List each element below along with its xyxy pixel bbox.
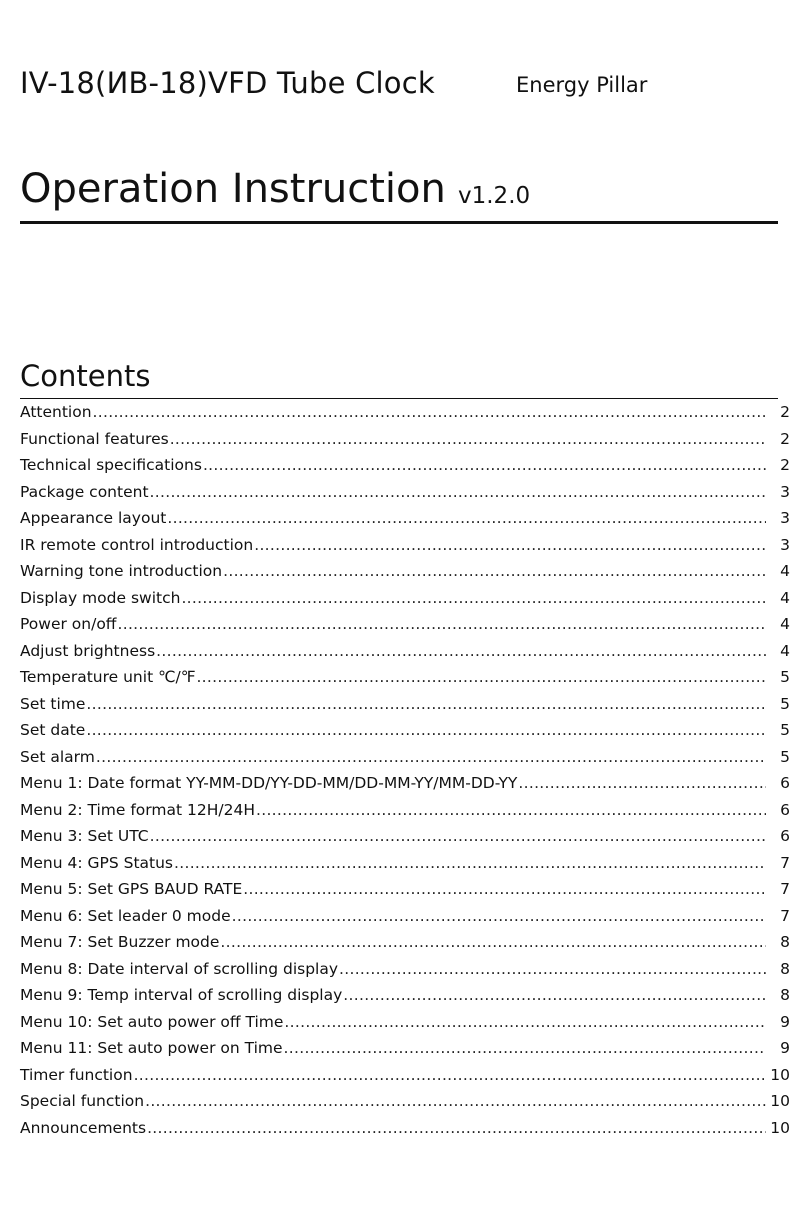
toc-dot-leader bbox=[86, 721, 766, 739]
toc-entry-page: 9 bbox=[780, 1039, 790, 1057]
toc-dot-leader bbox=[150, 827, 766, 845]
toc-entry-label: Menu 2: Time format 12H/24H bbox=[20, 800, 255, 819]
toc-entry-label: Menu 4: GPS Status bbox=[20, 853, 174, 872]
toc-entry-label: Menu 6: Set leader 0 mode bbox=[20, 906, 231, 925]
toc-entry-page: 6 bbox=[780, 827, 790, 845]
toc-entry-label: Adjust brightness bbox=[20, 641, 156, 660]
toc-entry-page: 4 bbox=[780, 588, 790, 607]
toc-entry-page: 8 bbox=[780, 933, 790, 951]
toc-entry-label: Menu 3: Set UTC bbox=[20, 827, 149, 845]
toc-entry-label: Package content bbox=[20, 482, 149, 501]
toc-dot-leader bbox=[147, 1119, 766, 1137]
toc-entry-page: 5 bbox=[780, 668, 790, 686]
toc-entry-label: Attention bbox=[20, 403, 92, 421]
toc-entry[interactable] bbox=[20, 933, 790, 960]
toc-entry-page: 3 bbox=[780, 535, 790, 554]
toc-entry-page: 4 bbox=[780, 562, 790, 580]
toc-dot-leader bbox=[167, 509, 766, 527]
toc-entry[interactable] bbox=[20, 430, 790, 457]
toc-entry[interactable] bbox=[20, 1039, 790, 1066]
toc-entry-label: Menu 7: Set Buzzer mode bbox=[20, 933, 220, 951]
toc-entry-label: Warning tone introduction bbox=[20, 562, 223, 580]
toc-dot-leader bbox=[220, 933, 766, 951]
document-heading bbox=[20, 166, 780, 228]
toc-dot-leader bbox=[284, 1013, 766, 1031]
toc-entry[interactable] bbox=[20, 801, 790, 828]
toc-dot-leader bbox=[156, 642, 766, 660]
toc-dot-leader bbox=[196, 668, 766, 686]
toc-entry-page: 4 bbox=[780, 641, 790, 660]
toc-entry-label: Menu 10: Set auto power off Time bbox=[20, 1012, 284, 1031]
toc-entry[interactable] bbox=[20, 1013, 790, 1040]
toc-entry-label: Appearance layout bbox=[20, 509, 167, 527]
toc-entry-label: Menu 1: Date format YY-MM-DD/YY-DD-MM/DD-MM-YY/MM-DD-YY bbox=[20, 774, 518, 792]
toc-entry[interactable] bbox=[20, 960, 790, 987]
toc-entry[interactable] bbox=[20, 774, 790, 801]
document-version: v1.2.0 bbox=[458, 183, 531, 209]
toc-entry[interactable] bbox=[20, 748, 790, 775]
toc-entry-page: 7 bbox=[780, 880, 790, 898]
toc-entry-page: 5 bbox=[780, 694, 790, 713]
toc-entry-page: 2 bbox=[780, 456, 790, 474]
toc-entry[interactable] bbox=[20, 880, 790, 907]
toc-dot-leader bbox=[86, 695, 766, 713]
toc-dot-leader bbox=[254, 536, 766, 554]
toc-dot-leader bbox=[117, 615, 766, 633]
toc-entry-page: 6 bbox=[780, 774, 790, 792]
toc-entry-label: Menu 11: Set auto power on Time bbox=[20, 1039, 283, 1057]
toc-entry[interactable] bbox=[20, 536, 790, 563]
brand-name: Energy Pillar bbox=[516, 73, 648, 97]
toc-entry[interactable] bbox=[20, 1092, 790, 1119]
toc-entry[interactable] bbox=[20, 642, 790, 669]
product-header bbox=[0, 0, 808, 120]
toc-dot-leader bbox=[96, 748, 766, 766]
toc-entry-page: 4 bbox=[780, 615, 790, 633]
toc-entry[interactable] bbox=[20, 907, 790, 934]
toc-entry[interactable] bbox=[20, 456, 790, 483]
toc-entry-label: Set time bbox=[20, 694, 86, 713]
toc-entry-page: 8 bbox=[780, 959, 790, 978]
toc-entry[interactable] bbox=[20, 509, 790, 536]
toc-entry-label: Set date bbox=[20, 721, 86, 739]
toc-entry-page: 6 bbox=[780, 800, 790, 819]
toc-entry-page: 2 bbox=[780, 403, 790, 421]
toc-entry[interactable] bbox=[20, 403, 790, 430]
toc-entry-page: 5 bbox=[780, 721, 790, 739]
toc-entry-label: Functional features bbox=[20, 429, 169, 448]
toc-entry-page: 10 bbox=[770, 1065, 790, 1084]
toc-dot-leader bbox=[243, 880, 766, 898]
toc-entry-page: 8 bbox=[780, 986, 790, 1004]
product-title: IV-18(ИВ-18)VFD Tube Clock bbox=[20, 66, 435, 100]
toc-entry-page: 7 bbox=[780, 906, 790, 925]
table-of-contents bbox=[20, 403, 790, 1145]
toc-entry-page: 5 bbox=[780, 747, 790, 766]
toc-dot-leader bbox=[93, 403, 766, 421]
toc-dot-leader bbox=[256, 801, 766, 819]
toc-entry-label: IR remote control introduction bbox=[20, 535, 254, 554]
toc-entry[interactable] bbox=[20, 854, 790, 881]
toc-entry-label: Announcements bbox=[20, 1118, 147, 1137]
toc-entry-label: Power on/off bbox=[20, 615, 117, 633]
toc-entry[interactable] bbox=[20, 615, 790, 642]
toc-entry-page: 9 bbox=[780, 1012, 790, 1031]
heading-divider bbox=[20, 221, 778, 224]
toc-dot-leader bbox=[145, 1092, 766, 1110]
toc-dot-leader bbox=[518, 774, 766, 792]
toc-entry-label: Temperature unit ℃/℉ bbox=[20, 668, 196, 686]
toc-entry[interactable] bbox=[20, 1066, 790, 1093]
contents-title: Contents bbox=[20, 359, 151, 393]
toc-entry-label: Set alarm bbox=[20, 747, 95, 766]
toc-entry[interactable] bbox=[20, 721, 790, 748]
toc-entry[interactable] bbox=[20, 668, 790, 695]
toc-entry[interactable] bbox=[20, 695, 790, 722]
toc-entry-label: Menu 9: Temp interval of scrolling display bbox=[20, 986, 343, 1004]
document-title: Operation Instruction bbox=[20, 166, 446, 212]
toc-entry[interactable] bbox=[20, 483, 790, 510]
toc-dot-leader bbox=[223, 562, 766, 580]
toc-entry-page: 2 bbox=[780, 429, 790, 448]
toc-dot-leader bbox=[181, 589, 766, 607]
toc-dot-leader bbox=[284, 1039, 766, 1057]
contents-divider bbox=[20, 398, 778, 399]
toc-entry-page: 10 bbox=[770, 1092, 790, 1110]
toc-entry[interactable] bbox=[20, 986, 790, 1013]
toc-entry[interactable] bbox=[20, 827, 790, 854]
toc-entry-label: Technical specifications bbox=[20, 456, 202, 474]
toc-entry-page: 10 bbox=[770, 1118, 790, 1137]
toc-entry-label: Special function bbox=[20, 1092, 145, 1110]
toc-dot-leader bbox=[339, 960, 766, 978]
toc-entry[interactable] bbox=[20, 562, 790, 589]
toc-dot-leader bbox=[203, 456, 766, 474]
toc-entry[interactable] bbox=[20, 1119, 790, 1146]
toc-dot-leader bbox=[170, 430, 766, 448]
toc-dot-leader bbox=[174, 854, 766, 872]
toc-dot-leader bbox=[343, 986, 766, 1004]
toc-entry-label: Menu 8: Date interval of scrolling display bbox=[20, 959, 339, 978]
toc-dot-leader bbox=[134, 1066, 766, 1084]
toc-entry-label: Menu 5: Set GPS BAUD RATE bbox=[20, 880, 243, 898]
toc-entry-label: Display mode switch bbox=[20, 588, 181, 607]
toc-entry-page: 3 bbox=[780, 482, 790, 501]
toc-entry-label: Timer function bbox=[20, 1065, 133, 1084]
toc-entry[interactable] bbox=[20, 589, 790, 616]
toc-entry-page: 7 bbox=[780, 853, 790, 872]
toc-dot-leader bbox=[232, 907, 766, 925]
toc-dot-leader bbox=[150, 483, 766, 501]
toc-entry-page: 3 bbox=[780, 509, 790, 527]
